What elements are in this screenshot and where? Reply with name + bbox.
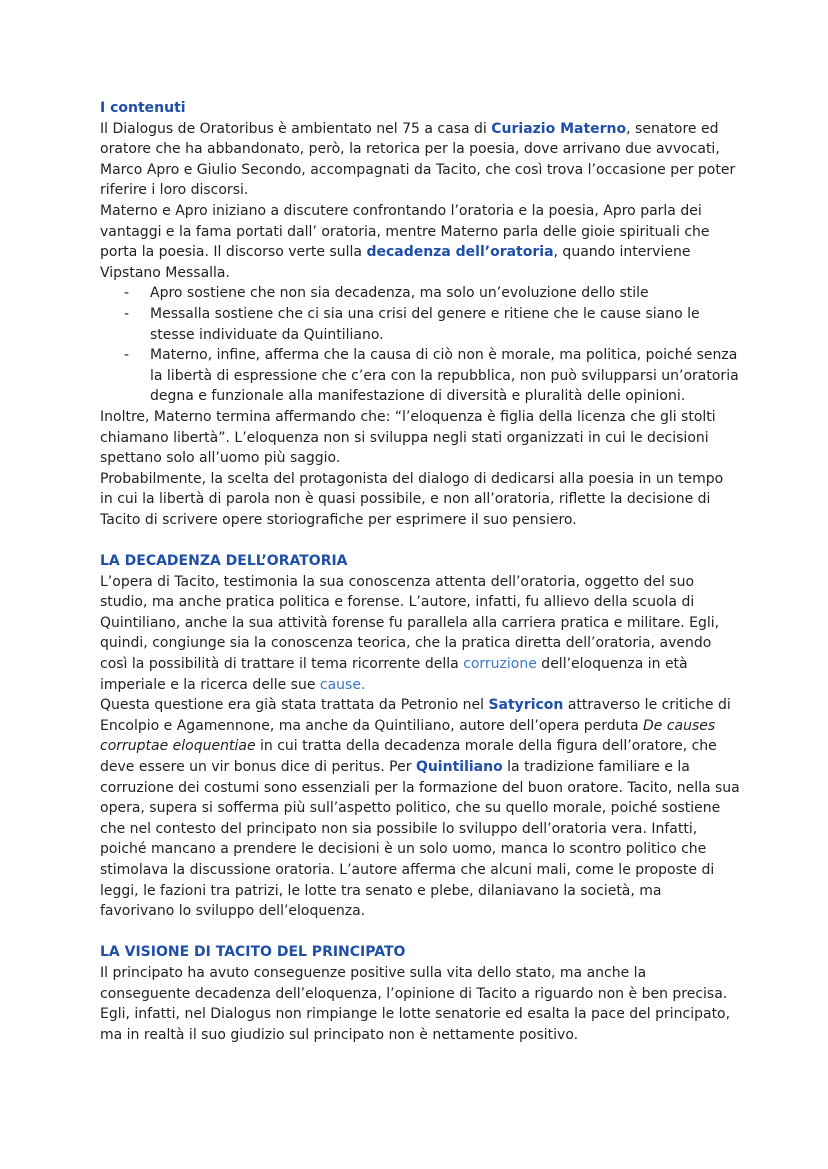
section-heading-principato: LA VISIONE DI TACITO DEL PRINCIPATO	[100, 944, 406, 961]
text: , quando interviene Vipstano Messalla.	[100, 244, 691, 281]
document-page	[100, 98, 740, 1045]
paragraph-probabilmente: Probabilmente, la scelta del protagonista del dialogo di dedicarsi alla poesia in un tempo in cui la libertà di parola non è quasi possibile, e non all’oratoria, riflette la decisione di Tacito di scrivere opere storiografiche per esprimere il suo pensiero.	[100, 470, 724, 528]
list-item-text: Apro sostiene che non sia decadenza, ma solo un’evoluzione dello stile	[150, 285, 649, 302]
text: attraverso le critiche di Encolpio e Agamennone, ma anche da Quintiliano, autore dell’opera perduta	[100, 697, 731, 734]
highlight-decadenza: decadenza dell’oratoria	[366, 244, 554, 261]
section-heading-contenuti: I contenuti	[100, 100, 186, 116]
text: Materno e Apro iniziano a discutere confrontando l’oratoria e la poesia, Apro parla dei vantaggi e la fama portati dall’ oratoria, mentre Materno parla delle gioie spirituali che porta la poesia. Il discorso verte sulla	[100, 202, 710, 261]
link-corruzione[interactable]: corruzione	[463, 656, 537, 673]
text: L’opera di Tacito, testimonia la sua conoscenza attenta dell’oratoria, oggetto del suo studio, ma anche pratica politica e forense. L’autore, infatti, fu allievo della scuola di Quintiliano, anche la sua attività forense fu parallela alla carriera pratica e militare. Egli, quindi, congiunge sia la conoscenza teorica, che la pratica diretta dell’oratoria, avendo così la possibilità di trattare il tema ricorrente della	[100, 573, 720, 673]
opinions-list	[100, 283, 740, 407]
dash-bullet: -	[124, 285, 130, 302]
link-cause[interactable]: cause.	[319, 676, 366, 693]
paragraph-petronio	[100, 695, 740, 922]
highlight-curiazio-materno: Curiazio Materno	[491, 120, 627, 137]
dash-bullet: -	[124, 305, 130, 322]
highlight-quintiliano: Quintiliano	[415, 759, 503, 775]
paragraph-intro	[100, 119, 740, 201]
text: Questa questione era già stata trattata da Petronio nel	[100, 697, 489, 714]
list-item	[124, 345, 740, 407]
paragraph-conclusion: Inoltre, Materno termina affermando che: “l’eloquenza è figlia della licenza che gli stolti chiamano libertà”. L’eloquenza non si sviluppa negli stati organizzati in cui le decisioni spettano solo all’uomo più saggio.	[100, 408, 716, 467]
paragraph-principato: Il principato ha avuto conseguenze positive sulla vita dello stato, ma anche la conseguente decadenza dell’eloquenza, l’opinione di Tacito a riguardo non è ben precisa. Egli, infatti, nel Dialogus non rimpiange le lotte senatorie ed esalta la pace del principato, ma in realtà il suo giudizio sul principato non è nettamente positivo.	[100, 964, 731, 1043]
highlight-satyricon: Satyricon	[488, 697, 564, 714]
italic-title: De causes corruptae eloquentiae	[100, 717, 716, 755]
list-item	[124, 283, 740, 304]
list-item	[124, 304, 740, 345]
text: Il Dialogus de Oratoribus è ambientato nel 75 a casa di	[100, 120, 492, 137]
list-item-text: Messalla sostiene che ci sia una crisi del genere e ritiene che le cause siano le stesse individuate da Quintiliano.	[150, 305, 700, 343]
list-item-text: Materno, infine, afferma che la causa di ciò non è morale, ma politica, poiché senza la libertà di espressione che c’era con la repubblica, non può svilupparsi un’oratoria degna e funzionale alla manifestazione di diversità e pluralità delle opinioni.	[150, 347, 739, 405]
text: la tradizione familiare e la corruzione dei costumi sono essenziali per la formazione del buon oratore. Tacito, nella sua opera, supera si sofferma più sull’aspetto politico, che su quello morale, poiché sostiene che nel contesto del principato non sia possibile lo sviluppo dell’oratoria vera. Infatti, poiché mancano a prendere le decisioni è un solo uomo, manca lo scontro politico che stimolava la discussione oratoria. L’autore afferma che alcuni mali, come le proposte di leggi, le fazioni tra patrizi, le lotte tra senato e plebe, dilaniavano la società, ma favorivano lo sviluppo dell’eloquenza.	[100, 759, 740, 920]
section-heading-decadenza: LA DECADENZA DELL’ORATORIA	[100, 553, 348, 570]
paragraph-discussion	[100, 201, 740, 283]
text: in cui tratta della decadenza morale della figura dell’oratore, che deve essere un vir bonus dice di peritus. Per	[100, 738, 717, 775]
text: , senatore ed oratore che ha abbandonato, però, la retorica per la poesia, dove arrivano due avvocati, Marco Apro e Giulio Secondo, accompagnati da Tacito, che così trova l’occasione per poter riferire i loro discorsi.	[100, 120, 736, 199]
paragraph-opera	[100, 572, 740, 696]
dash-bullet: -	[124, 347, 130, 364]
text: dell’eloquenza in età imperiale e la ricerca delle sue	[100, 656, 688, 693]
